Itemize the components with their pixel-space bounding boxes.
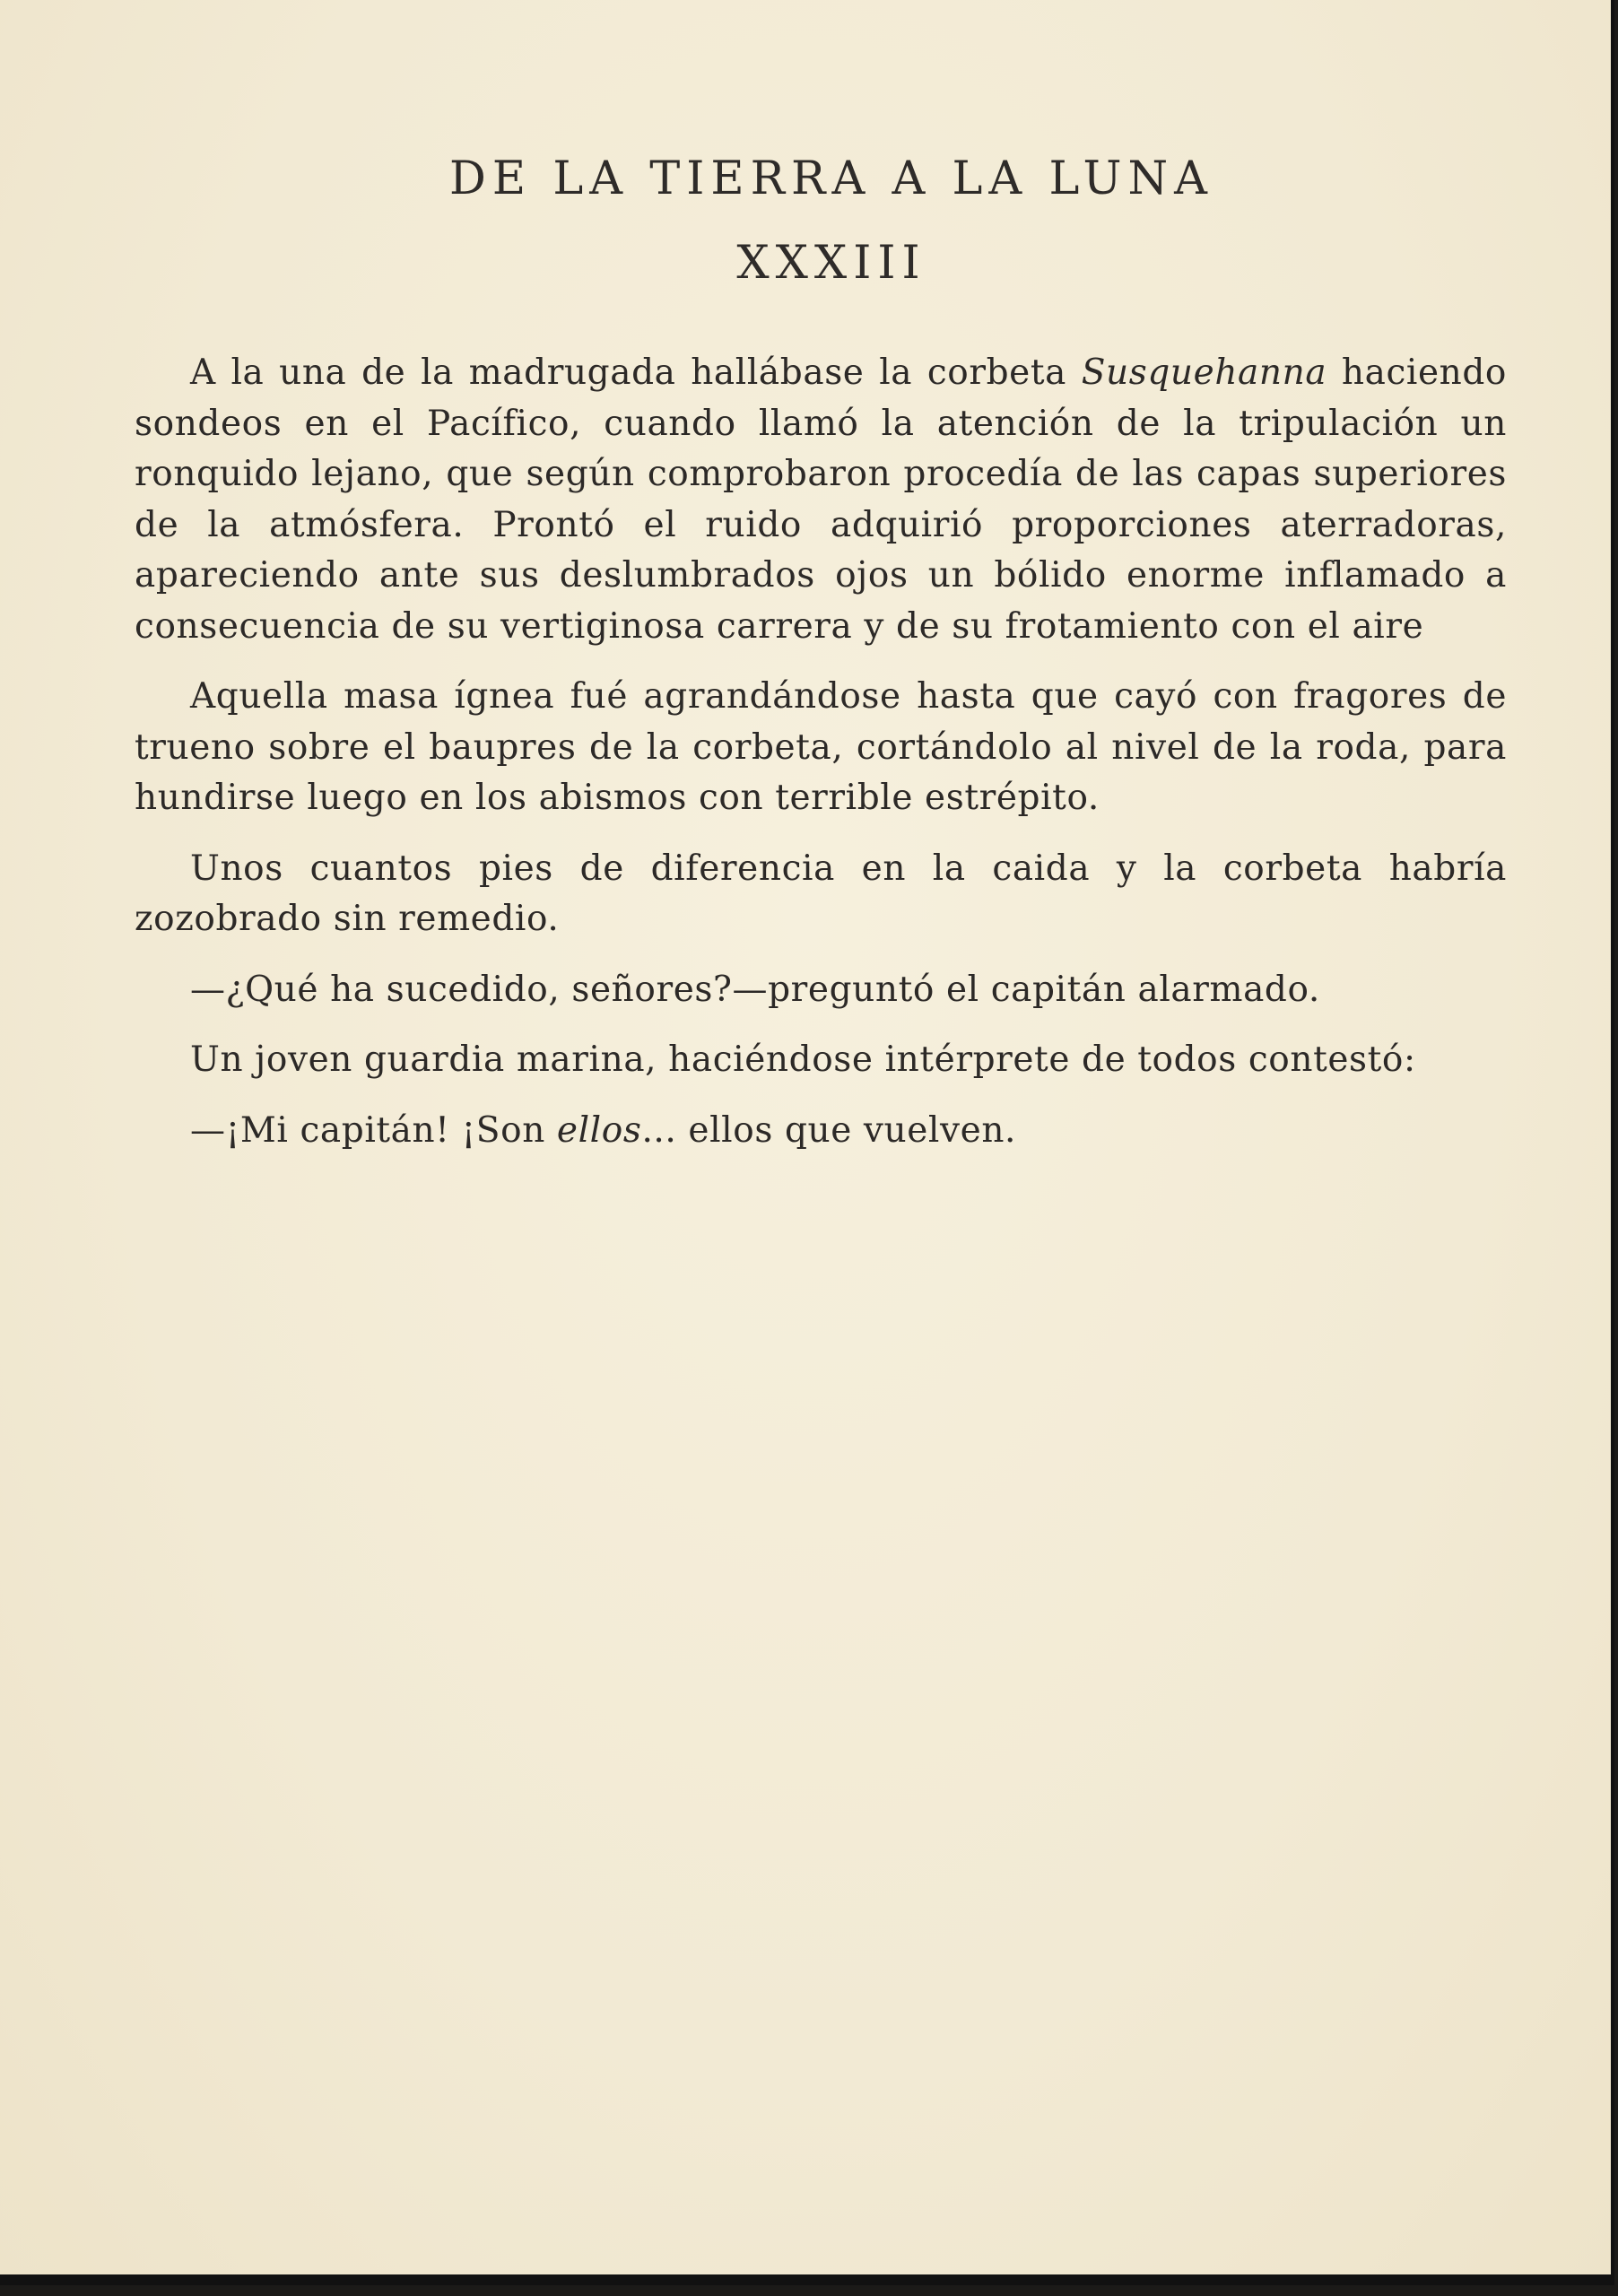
emphasis-ellos: ellos: [556, 1109, 642, 1151]
paragraph-1: [135, 348, 1507, 652]
paragraph-3: Unos cuantos pies de diferencia en la caida y la corbeta habría zozobrado sin remedio.: [135, 848, 1507, 939]
paragraph-4: —¿Qué ha sucedido, señores?—preguntó el capitán alarmado.: [190, 969, 1320, 1010]
paragraph-6-rest: ... ellos que vuelven.: [641, 1109, 1017, 1151]
document-body: [135, 348, 1507, 1156]
chapter-number: XXXIII: [736, 237, 926, 290]
paragraph-1-rest: haciendo sondeos en el Pacífico, cuando llamó la atención de la tripulación un ronquido lejano, que según comprobaron procedía de las capas superiores de la atmósfera. Prontó el ruido adquirió proporciones aterradoras, apareciendo ante sus deslumbrados ojos un bólido enorme inflamado a consecuencia de su vertiginosa carrera y de su frotamiento con el aire: [135, 352, 1508, 647]
ship-name: Susquehanna: [1081, 352, 1327, 393]
paragraph-2: Aquella masa ígnea fué agrandándose hasta que cayó con fragores de trueno sobre el baupres de la corbeta, cortándolo al nivel de la roda, para hundirse luego en los abismos con terrible estrépito.: [135, 676, 1507, 818]
document-title: DE LA TIERRA A LA LUNA: [449, 152, 1214, 205]
paragraph-6: [135, 1106, 1507, 1157]
paragraph-6-lead: —¡Mi capitán! ¡Son: [190, 1109, 557, 1151]
paragraph-1-lead: A la una de la madrugada hallábase la corbeta: [190, 352, 1082, 393]
document-page: [135, 151, 1507, 1176]
paragraph-5: Un joven guardia marina, haciéndose intérprete de todos contestó:: [190, 1039, 1416, 1080]
